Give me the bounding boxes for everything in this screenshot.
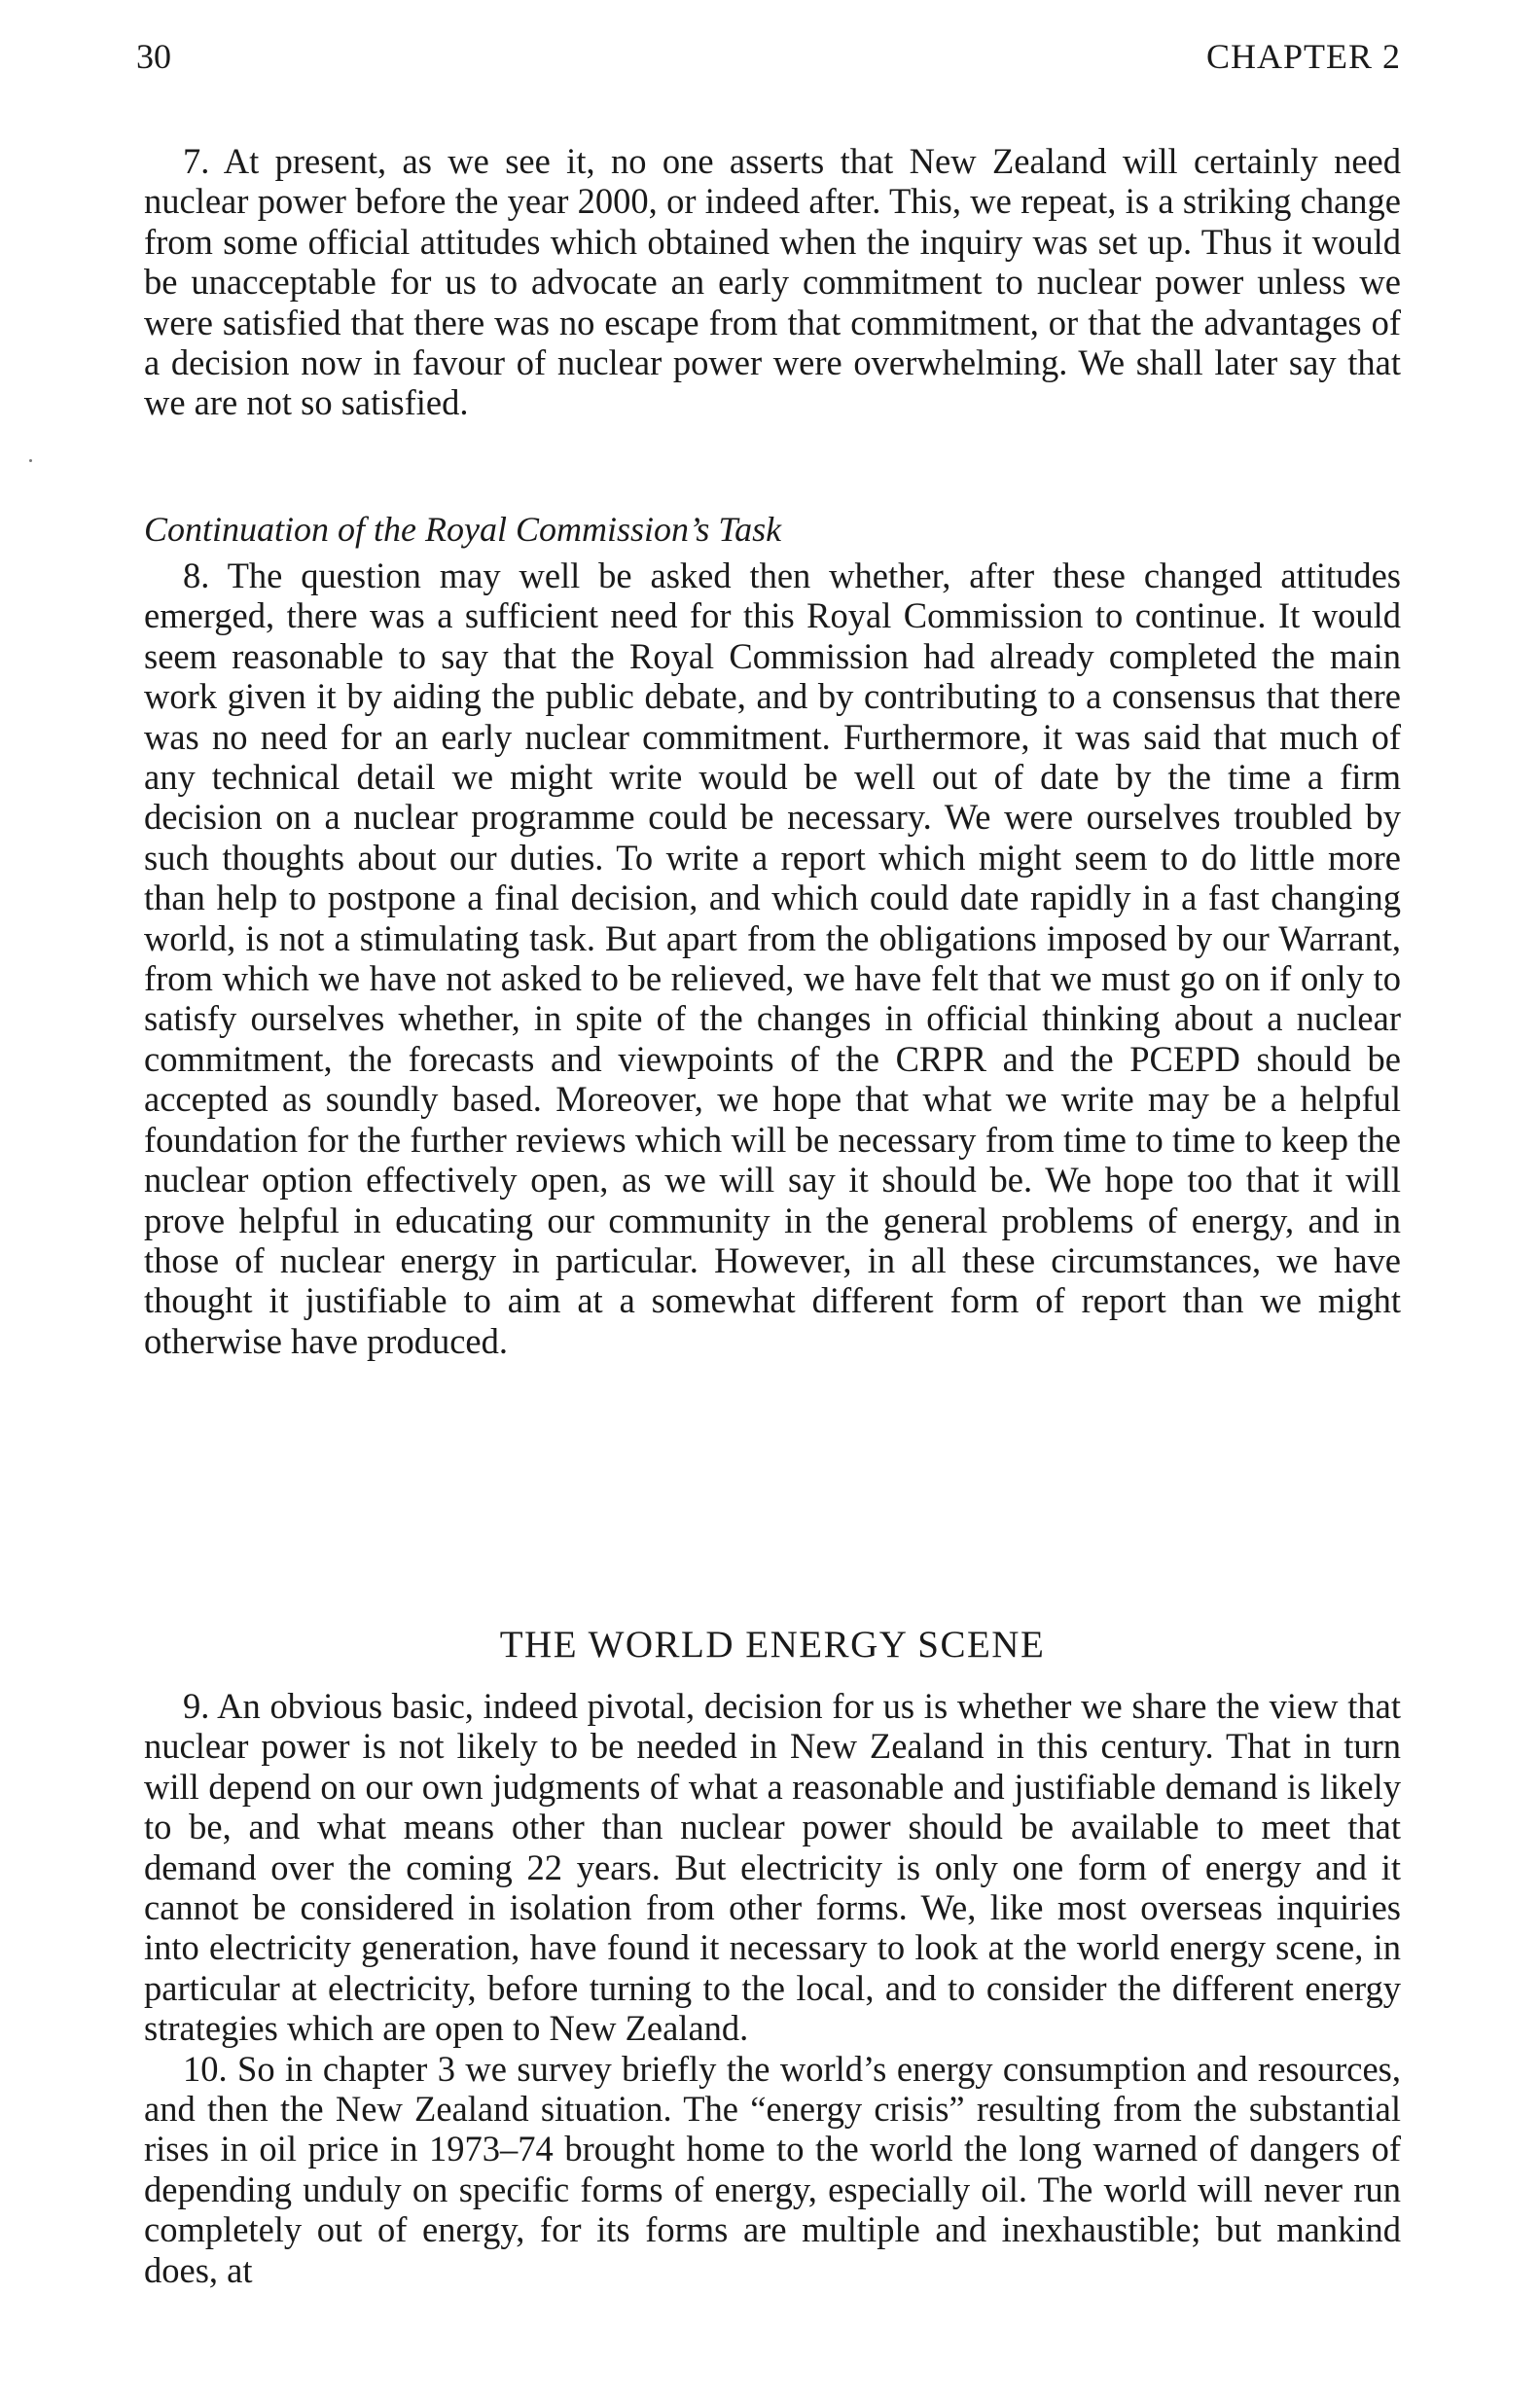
section-heading: THE WORLD ENERGY SCENE [499,1624,1046,1666]
paragraph-7: 7. At present, as we see it, no one asserts that New Zealand will certainly need nuclear power before the year 2000, or indeed after. This, we repeat, is a striking change from some official attitudes which obtained when the inquiry was set up. Thus it would be unacceptable for us to advocate an early commitment to nuclear power unless we were satisfied that there was no escape from that commitment, or that the advantages of a decision now in favour of nuclear power were overwhelming. We shall later say that we are not so satisfied. [144,141,1401,423]
page-number: 30 [136,37,171,76]
paragraph-9: 9. An obvious basic, indeed pivotal, decision for us is whether we share the view that nuclear power is not likely to be needed in New Zealand in this century. That in turn will depend on our own judgments of what a reasonable and justifiable demand is likely to be, and what means other than nuclear power should be available to meet that demand over the coming 22 years. But electricity is only one form of energy and it cannot be considered in isolation from other forms. We, like most overseas inquiries into electricity generation, have found it necessary to look at the world energy scene, in particular at electricity, before turning to the local, and to consider the different energy strategies which are open to New Zealand. [144,1686,1401,2049]
sub-heading: Continuation of the Royal Commission’s Task [144,510,782,549]
scan-speck [29,459,32,462]
paragraph-8-block [144,509,1401,1361]
paragraph-8: 8. The question may well be asked then whether, after these changed attitudes emerged, there was a sufficient need for this Royal Commission to continue. It would seem reasonable to say that the Royal Commission had already completed the main work given it by aiding the public debate, and by contributing to a consensus that there was no need for an early nuclear commitment. Furthermore, it was said that much of any technical detail we might write would be well out of date by the time a firm decision on a nuclear programme could be necessary. We were ourselves troubled by such thoughts about our duties. To write a report which might seem to do little more than help to postpone a final decision, and which could date rapidly in a fast changing world, is not a stimulating task. But apart from the obligations imposed by our Warrant, from which we have not asked to be relieved, we have felt that we must go on if only to satisfy ourselves whether, in spite of the changes in official thinking about a nuclear commitment, the forecasts and viewpoints of the CRPR and the PCEPD should be accepted as soundly based. Moreover, we hope that what we write may be a helpful foundation for the further reviews which will be necessary from time to time to keep the nuclear option effectively open, as we will say it should be. We hope too that it will prove helpful in educating our community in the general problems of energy, and in those of nuclear energy in particular. However, in all these circumstances, we have thought it justifiable to aim at a somewhat different form of report than we might otherwise have produced. [144,556,1401,1361]
paragraphs-9-10-block [144,1686,1401,2290]
chapter-label: CHAPTER 2 [1205,37,1401,76]
paragraph-10: 10. So in chapter 3 we survey briefly the world’s energy consumption and resources, and then the New Zealand situation. The “energy crisis” resulting from the substantial rises in oil price in 1973–74 brought home to the world the long warned of dangers of depending unduly on specific forms of energy, especially oil. The world will never run completely out of energy, for its forms are multiple and inexhaustible; but mankind does, at [144,2048,1401,2290]
running-head [136,37,1401,76]
paragraph-7-block [144,141,1401,423]
